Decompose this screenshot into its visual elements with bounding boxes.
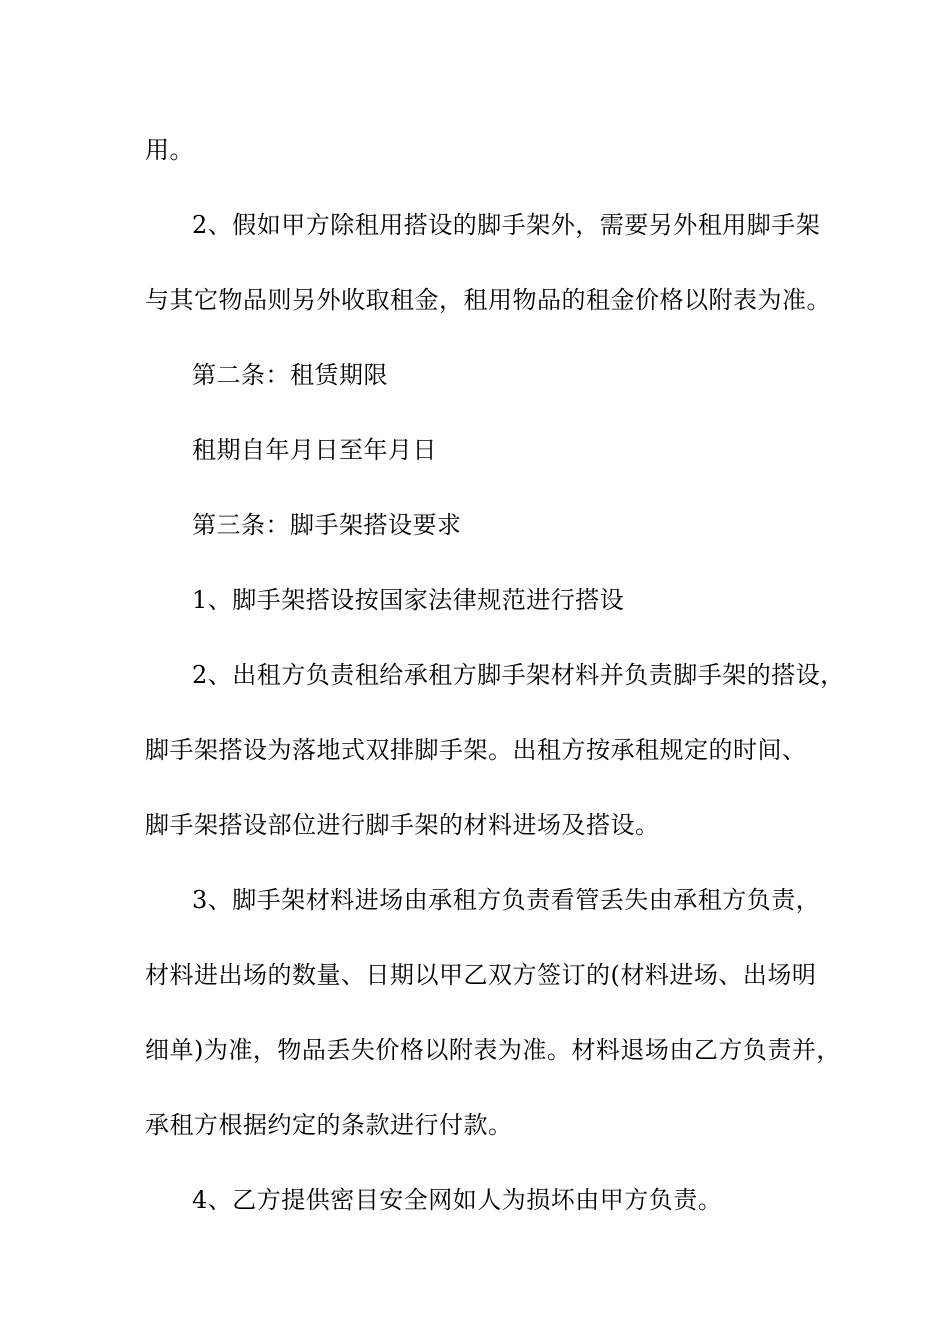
text-line: 4、乙方提供密目安全网如人为损坏由甲方负责。 [192, 1186, 723, 1214]
text-line: 细单)为准，物品丢失价格以附表为准。材料退场由乙方负责并， [145, 1036, 841, 1064]
text-line: 承租方根据约定的条款进行付款。 [145, 1111, 513, 1139]
text-line: 2、假如甲方除租用搭设的脚手架外，需要另外租用脚手架 [192, 211, 821, 239]
section-heading: 第三条：脚手架搭设要求 [192, 511, 462, 539]
text-line: 1、脚手架搭设按国家法律规范进行搭设 [192, 586, 625, 614]
text-line: 材料进出场的数量、日期以甲乙双方签订的(材料进场、出场明 [145, 961, 817, 989]
text-line: 3、脚手架材料进场由承租方负责看管丢失由承租方负责， [192, 886, 821, 914]
text-line: 租期自年月日至年月日 [192, 436, 437, 464]
text-line: 用。 [145, 136, 194, 164]
text-line: 2、出租方负责租给承租方脚手架材料并负责脚手架的搭设， [192, 661, 845, 689]
text-line: 脚手架搭设为落地式双排脚手架。出租方按承租规定的时间、 [145, 736, 807, 764]
text-line: 脚手架搭设部位进行脚手架的材料进场及搭设。 [145, 811, 660, 839]
section-heading: 第二条：租赁期限 [192, 361, 388, 389]
text-line: 与其它物品则另外收取租金，租用物品的租金价格以附表为准。 [145, 286, 831, 314]
